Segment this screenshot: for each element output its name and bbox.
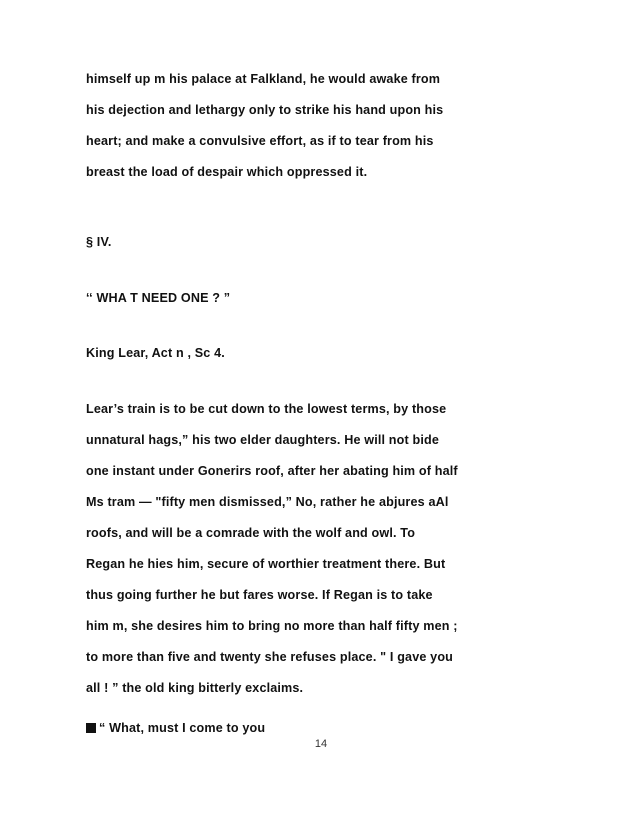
quote-line-container — [86, 722, 265, 735]
section-heading: § IV. — [86, 235, 112, 249]
page-number: 14 — [314, 738, 328, 750]
text-line: Lear’s train is to be cut down to the lowest terms, by those — [86, 402, 447, 416]
text-line: all ! ” the old king bitterly exclaims. — [86, 681, 304, 695]
text-line: breast the load of despair which oppressed it. — [86, 165, 368, 179]
attribution: King Lear, Act n , Sc 4. — [86, 346, 225, 360]
text-line: heart; and make a convulsive effort, as if to tear from his — [86, 134, 434, 148]
epigraph: ‘‘ WHA T NEED ONE ? ” — [86, 291, 231, 305]
text-line: thus going further he but fares worse. If Regan is to take — [86, 588, 433, 602]
text-line: Regan he hies him, secure of worthier treatment there. But — [86, 557, 446, 571]
text-line: Ms tram — "fifty men dismissed,” No, rather he abjures aAl — [86, 495, 449, 509]
text-line: roofs, and will be a comrade with the wolf and owl. To — [86, 526, 416, 540]
text-line: unnatural hags,” his two elder daughters. He will not bide — [86, 433, 439, 447]
text-line: to more than five and twenty she refuses place. " I gave you — [86, 650, 453, 664]
quote-line: “ What, must I come to you — [99, 721, 266, 735]
text-line: his dejection and lethargy only to strike his hand upon his — [86, 103, 444, 117]
text-line: him m, she desires him to bring no more than half fifty men ; — [86, 619, 458, 633]
text-line: himself up m his palace at Falkland, he would awake from — [86, 72, 441, 86]
text-line: one instant under Gonerirs roof, after her abating him of half — [86, 464, 458, 478]
square-bullet-icon — [86, 723, 96, 733]
